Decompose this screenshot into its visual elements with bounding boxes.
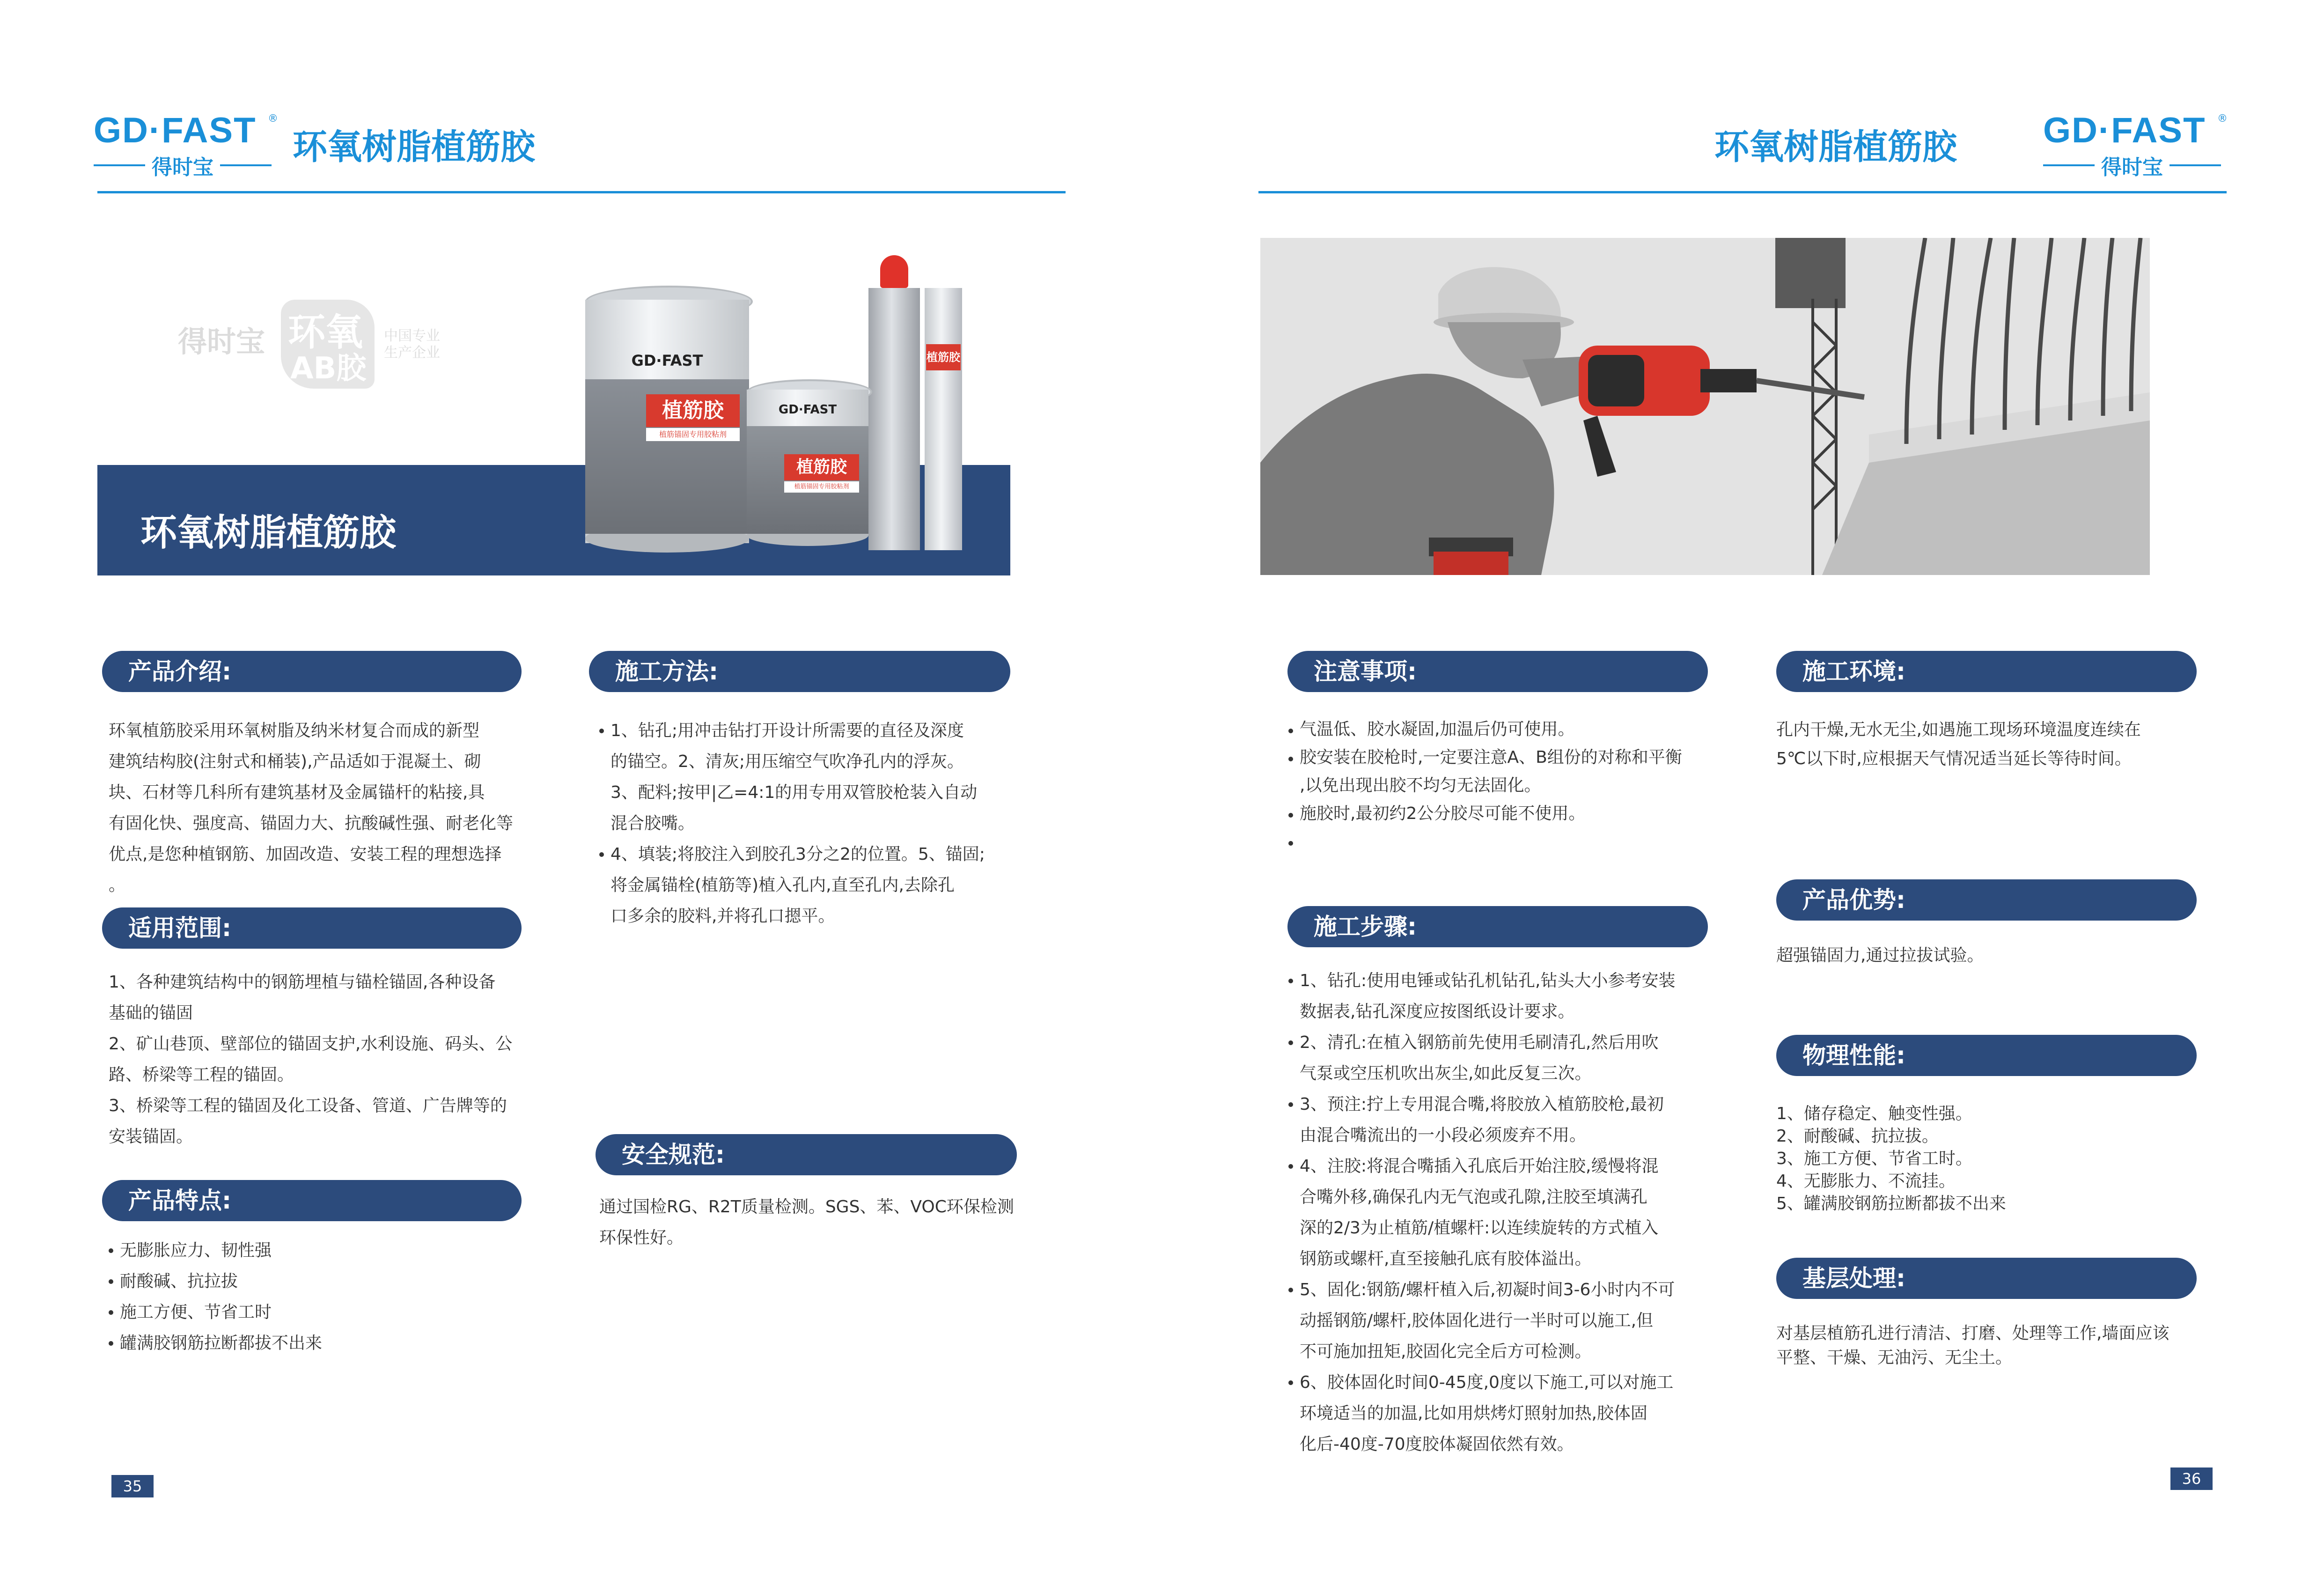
- can-large-sublabel: 植筋锚固专用胶粘剂: [646, 428, 740, 441]
- section-advantages-title: 产品优势:: [1802, 886, 1905, 914]
- list-item: 罐满胶钢筋拉断都拔不出来: [109, 1328, 530, 1359]
- text-line: 1、钻孔:使用电锤或钻孔机钻孔,钻头大小参考安装: [1288, 966, 1719, 996]
- list-item: 无膨胀应力、韧性强: [109, 1235, 530, 1266]
- page-number-left: 35: [111, 1475, 154, 1497]
- section-advantages-header: [1776, 879, 2197, 921]
- watermark-big: 环氧: [288, 310, 363, 354]
- section-safety-title: 安全规范:: [622, 1141, 725, 1168]
- page-number-right: 36: [2170, 1467, 2213, 1490]
- section-notes-header: [1287, 651, 1708, 692]
- section-features-list: [109, 1235, 530, 1359]
- section-steps-text: [1288, 966, 1719, 1460]
- logo-sub: [2043, 150, 2221, 180]
- list-item: 施胶时,最初约2公分胶尽可能不使用。: [1288, 800, 1719, 828]
- text-line: 环氧植筋胶采用环氧树脂及纳米材复合而成的新型: [109, 721, 480, 740]
- text-line: 环境适当的加温,比如用烘烤灯照射加热,胶体固: [1300, 1404, 1647, 1423]
- section-intro-header: [102, 651, 522, 692]
- brand-logo-left: [94, 110, 281, 179]
- text-line: 4、无膨胀力、不流挂。: [1776, 1172, 1956, 1191]
- text-line: 混合胶嘴。: [610, 814, 695, 833]
- header-title-left: 环氧树脂植筋胶: [293, 127, 535, 167]
- header-rule-right: [1258, 191, 2227, 193]
- text-line: 优点,是您种植钢筋、加固改造、安装工程的理想选择: [109, 845, 502, 864]
- text-line: 数据表,钻孔深度应按图纸设计要求。: [1300, 1002, 1575, 1021]
- section-base-text: [1776, 1321, 2207, 1370]
- construction-photo: [1260, 238, 2150, 575]
- header-rule-left: [97, 191, 1066, 193]
- text-line: 2、矿山巷顶、壁部位的锚固支护,水利设施、码头、公: [109, 1034, 513, 1054]
- text-line: 路、桥梁等工程的锚固。: [109, 1065, 294, 1084]
- text-line: 1、各种建筑结构中的钢筋埋植与锚栓锚固,各种设备: [109, 973, 496, 992]
- logo-cn: 得时宝: [2101, 155, 2163, 179]
- logo-cn: 得时宝: [152, 155, 213, 179]
- text-line: 6、胶体固化时间0-45度,0度以下施工,可以对施工: [1288, 1367, 1719, 1398]
- watermark-small-1: 中国专业: [384, 328, 440, 344]
- text-line: 化后-40度-70度胶体凝固依然有效。: [1300, 1435, 1574, 1454]
- banner-title: 环氧树脂植筋胶: [140, 512, 397, 554]
- text-line: 超强锚固力,通过拉拔试验。: [1776, 946, 1984, 965]
- can-small-label: 植筋胶: [784, 454, 859, 480]
- watermark-brand: 得时宝: [178, 324, 265, 359]
- text-line: 深的2/3为止植筋/植螺杆:以连续旋转的方式植入: [1300, 1218, 1659, 1238]
- section-intro-text: [109, 715, 530, 901]
- can-large-logo: GD·FAST: [631, 352, 703, 369]
- brand-logo-right: [2043, 110, 2230, 179]
- text-line: 通过国检RG、R2T质量检测。SGS、苯、VOC环保检测: [599, 1197, 1014, 1217]
- logo-sub: [94, 150, 272, 180]
- list-item: 胶安装在胶枪时,一定要注意A、B组份的对称和平衡: [1288, 744, 1719, 772]
- text-line: 合嘴外移,确保孔内无气泡或孔隙,注胶至填满孔: [1300, 1187, 1647, 1207]
- list-item: 施工方便、节省工时: [109, 1297, 530, 1328]
- construction-photo-illustration: [1260, 238, 2150, 575]
- text-line: 2、耐酸碱、抗拉拔。: [1776, 1127, 1939, 1146]
- text-line: 有固化快、强度高、锚固力大、抗酸碱性强、耐老化等: [109, 814, 514, 833]
- registered-mark: ®: [268, 113, 278, 125]
- text-line: 5℃以下时,应根据天气情况适当延长等待时间。: [1776, 749, 2132, 768]
- section-scope-text: [109, 967, 530, 1152]
- text-line: 口多余的胶料,并将孔口摁平。: [610, 907, 835, 926]
- section-environment-text: [1776, 715, 2207, 774]
- text-line: 5、罐满胶钢筋拉断都拔不出来: [1776, 1194, 2006, 1213]
- text-line: 钢筋或螺杆,直至接触孔底有胶体溢出。: [1300, 1249, 1592, 1268]
- text-line: 不可施加扭矩,胶固化完全后方可检测。: [1300, 1342, 1592, 1361]
- can-small-sublabel: 植筋锚固专用胶粘剂: [784, 481, 859, 493]
- list-item: [1288, 828, 1719, 856]
- list-item: 耐酸碱、抗拉拔: [109, 1266, 530, 1297]
- watermark-ab: AB胶: [290, 351, 367, 386]
- section-scope-header: [102, 907, 522, 949]
- text-line: 1、钻孔;用冲击钻打开设计所需要的直径及深度: [599, 715, 1021, 746]
- section-features-title: 产品特点:: [128, 1187, 231, 1214]
- section-environment-header: [1776, 651, 2197, 692]
- text-line: 块、石材等几科所有建筑基材及金属锚杆的粘接,具: [109, 783, 485, 802]
- section-scope-title: 适用范围:: [128, 914, 231, 942]
- section-physical-header: [1776, 1035, 2197, 1076]
- section-physical-title: 物理性能:: [1802, 1042, 1905, 1069]
- section-environment-title: 施工环境:: [1802, 658, 1905, 685]
- watermark-small-2: 生产企业: [384, 345, 440, 361]
- text-line: 孔内干燥,无水无尘,如遇施工现场环境温度连续在: [1776, 720, 2141, 739]
- section-notes-title: 注意事项:: [1314, 658, 1417, 685]
- text-line: 。: [109, 876, 126, 895]
- text-line: 平整、干燥、无油污、无尘土。: [1776, 1348, 2013, 1367]
- product-tube: [866, 255, 960, 550]
- text-line: 安装锚固。: [109, 1127, 193, 1146]
- section-steps-header: [1287, 906, 1708, 947]
- text-line: 气泵或空压机吹出灰尘,如此反复三次。: [1300, 1064, 1592, 1083]
- watermark: [178, 300, 468, 393]
- can-large-label: 植筋胶: [646, 394, 740, 427]
- text-line: 3、施工方便、节省工时。: [1776, 1149, 1972, 1168]
- text-line: 3、预注:拧上专用混合嘴,将胶放入植筋胶枪,最初: [1288, 1089, 1719, 1120]
- tube-label: 植筋胶: [926, 344, 961, 370]
- list-item: 气温低、胶水凝固,加温后仍可使用。: [1288, 715, 1719, 744]
- product-can-large: [585, 286, 749, 562]
- text-line: 4、注胶:将混合嘴插入孔底后开始注胶,缓慢将混: [1288, 1151, 1719, 1182]
- section-features-header: [102, 1180, 522, 1221]
- product-can-small: [747, 379, 868, 548]
- section-method-header: [589, 651, 1010, 692]
- text-line: 4、填装;将胶注入到胶孔3分之2的位置。5、锚固;: [599, 839, 1021, 870]
- section-base-title: 基层处理:: [1802, 1265, 1905, 1292]
- can-small-logo: GD·FAST: [778, 403, 837, 417]
- text-line: 1、储存稳定、触变性强。: [1776, 1104, 1972, 1123]
- section-advantages-text: [1776, 940, 2207, 971]
- section-base-header: [1776, 1258, 2197, 1299]
- section-notes-list: [1288, 715, 1719, 856]
- list-item-continuation: ,以免出现出胶不均匀无法固化。: [1300, 776, 1541, 795]
- header-title-right: 环氧树脂植筋胶: [1714, 127, 1957, 167]
- text-line: 建筑结构胶(注射式和桶装),产品适如于混凝土、砌: [109, 752, 481, 771]
- text-line: 3、桥梁等工程的锚固及化工设备、管道、广告牌等的: [109, 1096, 507, 1115]
- text-line: 由混合嘴流出的一小段必须废弃不用。: [1300, 1126, 1587, 1145]
- text-line: 将金属锚栓(植筋等)植入孔内,直至孔内,去除孔: [610, 876, 955, 895]
- text-line: 基础的锚固: [109, 1003, 193, 1023]
- text-line: 2、清孔:在植入钢筋前先使用毛刷清孔,然后用吹: [1288, 1027, 1719, 1058]
- registered-mark: ®: [2217, 113, 2228, 125]
- text-line: 的锚空。2、清灰;用压缩空气吹净孔内的浮灰。: [610, 752, 964, 771]
- text-line: 动摇钢筋/螺杆,胶体固化进行一半时可以施工,但: [1300, 1311, 1654, 1330]
- text-line: 对基层植筋孔进行清洁、打磨、处理等工作,墙面应该: [1776, 1324, 2170, 1343]
- logo-text: GD·FAST: [94, 111, 257, 150]
- section-safety-header: [596, 1134, 1017, 1175]
- text-line: 5、固化:钢筋/螺杆植入后,初凝时间3-6小时内不可: [1288, 1275, 1719, 1305]
- section-steps-title: 施工步骤:: [1314, 913, 1417, 940]
- section-safety-text: [599, 1192, 1021, 1254]
- section-method-text: [599, 715, 1021, 932]
- section-method-title: 施工方法:: [615, 658, 718, 685]
- text-line: 3、配料;按甲|乙=4:1的用专用双管胶枪装入自动: [610, 783, 978, 802]
- logo-text: GD·FAST: [2043, 111, 2206, 150]
- section-intro-title: 产品介绍:: [128, 658, 231, 685]
- text-line: 环保性好。: [599, 1228, 684, 1247]
- section-physical-text: [1776, 1103, 2207, 1215]
